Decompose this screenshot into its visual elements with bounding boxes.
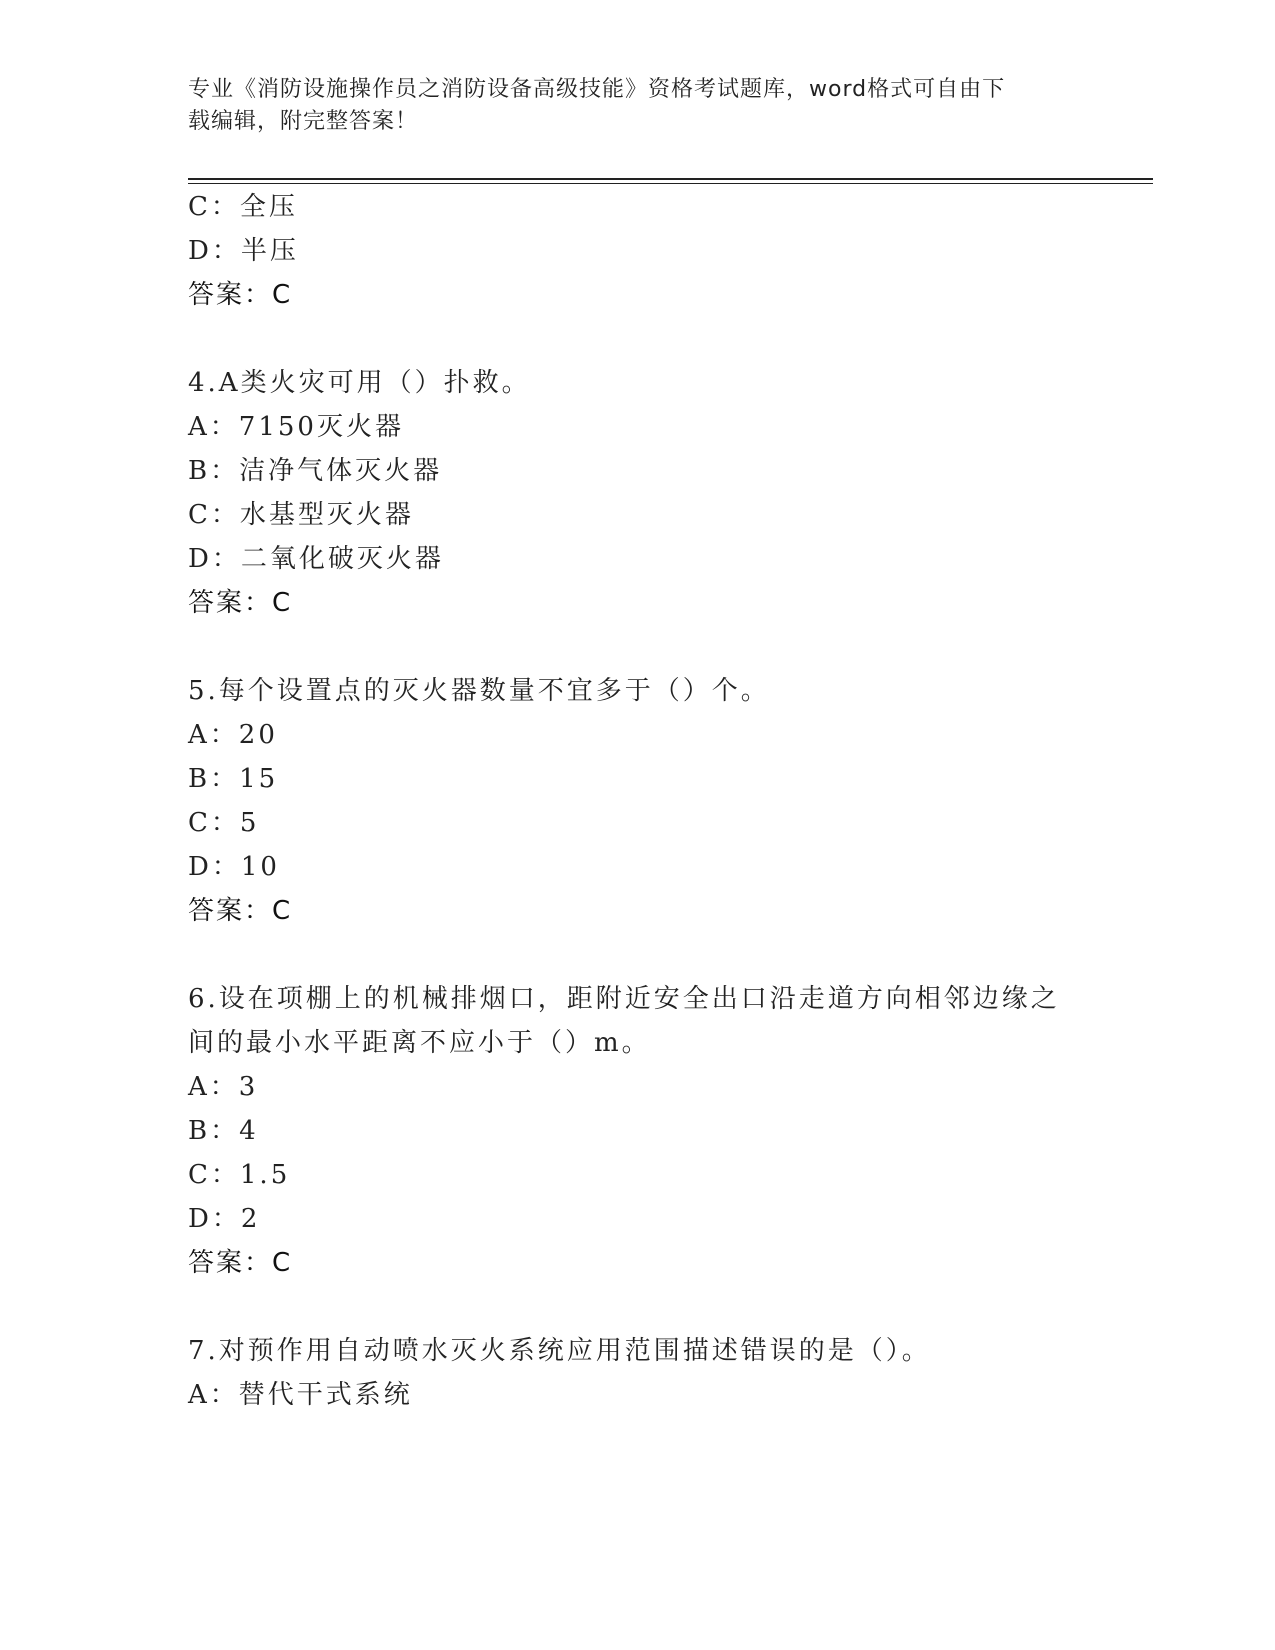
q7-option-a: A：替代干式系统 [188, 1380, 413, 1410]
q3-option-d: D：半压 [188, 236, 299, 266]
header-line-1: 专业《消防设施操作员之消防设备高级技能》资格考试题库，word格式可自由下 [188, 77, 1006, 102]
q3-answer: 答案：C [188, 280, 293, 310]
header-divider-thick [188, 178, 1153, 180]
document-header [188, 74, 1068, 138]
q6-option-b: B：4 [188, 1116, 259, 1146]
q3-option-c: C：全压 [188, 192, 298, 222]
q4-question: 4.A类火灾可用（）扑救。 [188, 368, 531, 398]
q6-option-c: C：1.5 [188, 1160, 291, 1190]
q6-option-a: A：3 [188, 1072, 259, 1102]
q5-option-d: D：10 [188, 852, 280, 882]
q5-option-c: C：5 [188, 808, 260, 838]
q5-option-b: B：15 [188, 764, 279, 794]
q6-question-line-1: 6.设在项棚上的机械排烟口，距附近安全出口沿走道方向相邻边缘之 [188, 984, 1060, 1014]
q6-answer: 答案：C [188, 1248, 293, 1278]
q4-option-c: C：水基型灭火器 [188, 500, 414, 530]
q5-question: 5.每个设置点的灭火器数量不宜多于（）个。 [188, 676, 770, 706]
q4-option-b: B：洁净气体灭火器 [188, 456, 443, 486]
header-line-2: 载编辑，附完整答案！ [188, 109, 419, 134]
q7-question: 7.对预作用自动喷水灭火系统应用范围描述错误的是（）。 [188, 1336, 931, 1366]
q4-option-d: D：二氧化破灭火器 [188, 544, 444, 574]
q4-answer: 答案：C [188, 588, 293, 618]
q5-answer: 答案：C [188, 896, 293, 926]
q6-question-line-2: 间的最小水平距离不应小于（）m。 [188, 1028, 651, 1058]
q6-option-d: D：2 [188, 1204, 261, 1234]
q5-option-a: A：20 [188, 720, 278, 750]
header-divider-thin [188, 183, 1153, 184]
q4-option-a: A：7150灭火器 [188, 412, 404, 442]
